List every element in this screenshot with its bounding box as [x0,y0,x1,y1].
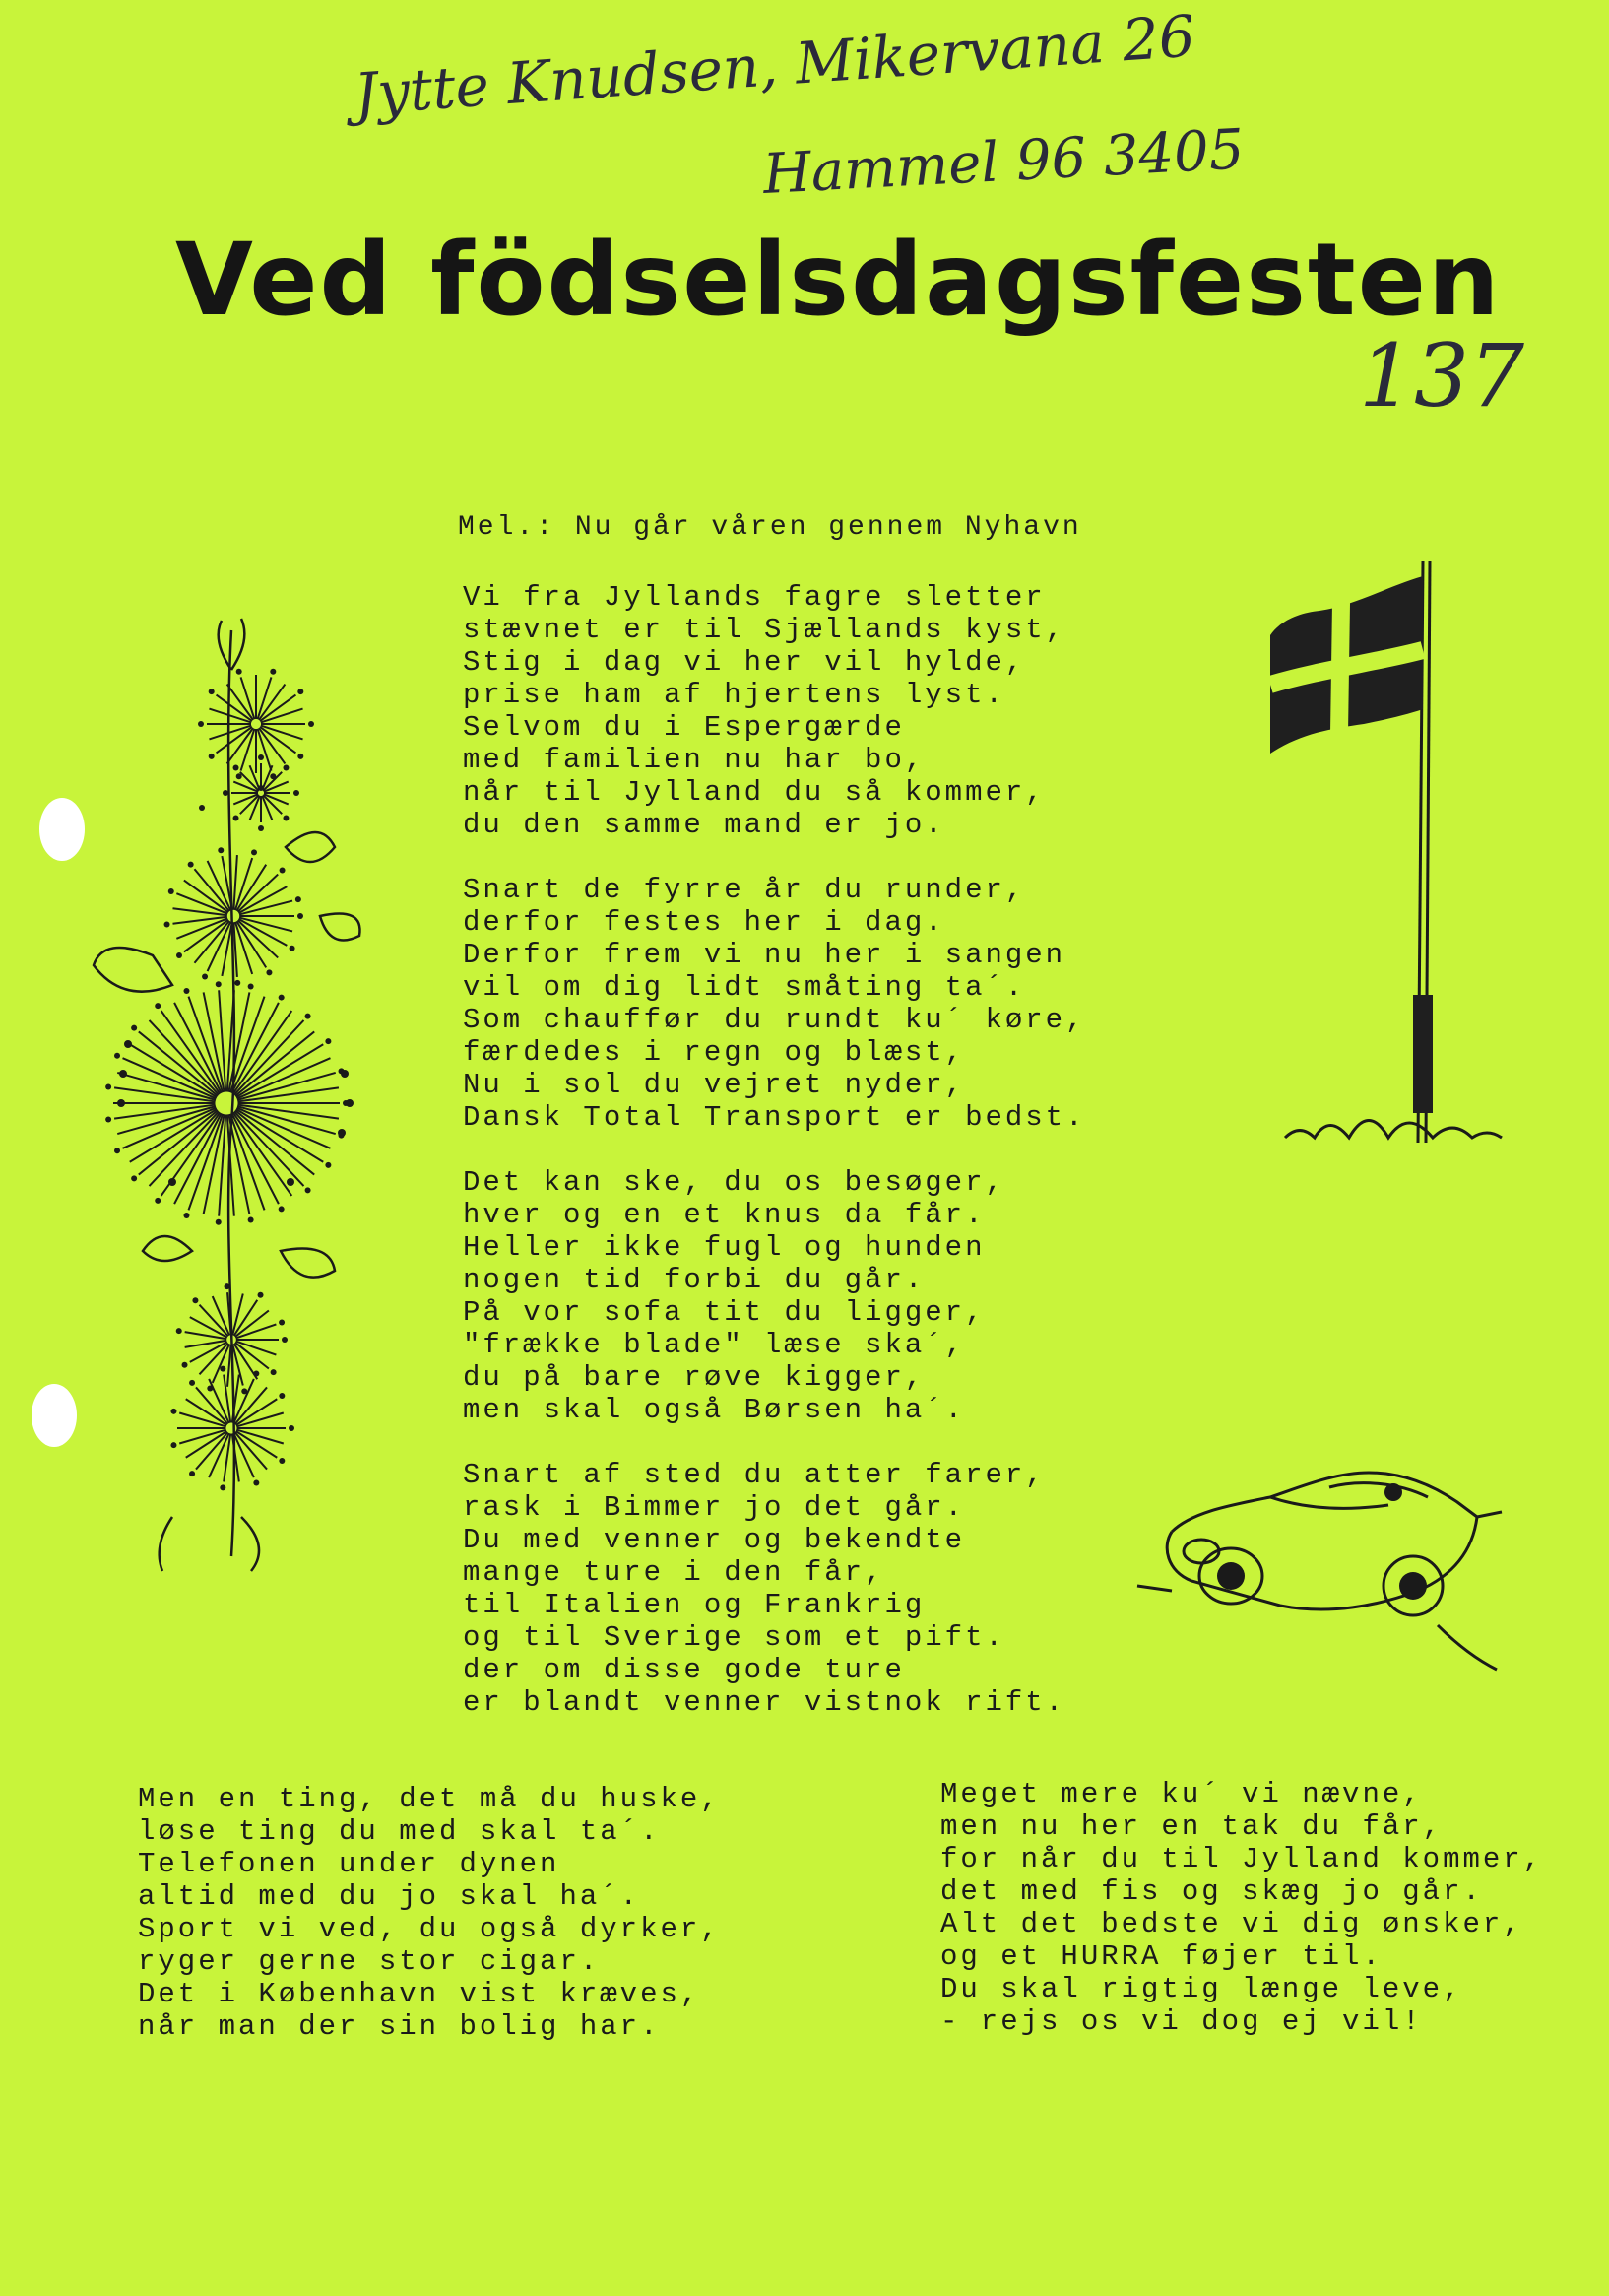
poem-line: derfor festes her i dag. [463,906,945,939]
poem-line: du på bare røve kigger, [463,1361,926,1394]
poem-line: På vor sofa tit du ligger, [463,1296,986,1329]
poem-line: Alt det bedste vi dig ønsker, [940,1908,1523,1940]
flower-icon [84,611,369,1576]
handwritten-number: 137 [1359,325,1524,426]
poem-line: altid med du jo skal ha´. [138,1880,641,1913]
punch-hole [39,798,85,861]
handwritten-town-phone: Hammel 96 3405 [761,117,1246,207]
poem-line: med familien nu har bo, [463,744,926,776]
poem-line: til Italien og Frankrig [463,1589,926,1621]
poem-line: færdedes i regn og blæst, [463,1036,966,1069]
stanza [138,1783,721,2043]
poem-line: Snart de fyrre år du runder, [463,874,1026,906]
poem-line: men nu her en tak du får, [940,1810,1444,1843]
poem-line: mange ture i den får, [463,1556,885,1589]
poem-line: Nu i sol du vejret nyder, [463,1069,966,1101]
poem-line: Telefonen under dynen [138,1848,560,1880]
poem-line: hver og en et knus da får. [463,1199,986,1231]
poem-line: Dansk Total Transport er bedst. [463,1101,1086,1134]
melody-line: Mel.: Nu går våren gennem Nyhavn [458,512,1082,543]
handwritten-name-address: Jytte Knudsen, Mikervana 26 [352,2,1197,128]
poem-line: du den samme mand er jo. [463,809,945,841]
poem-line: Du skal rigtig længe leve, [940,1973,1463,2005]
poem-line: vil om dig lidt småting ta´. [463,971,1026,1004]
punch-hole [32,1384,77,1447]
poem-line: når man der sin bolig har. [138,2010,661,2043]
stanza [940,1778,1543,2038]
stanza [463,581,1086,841]
song-title: Ved födselsdagsfesten [175,222,1502,339]
poem-bottom-right [940,1778,1543,2070]
poem-line: Stig i dag vi her vil hylde, [463,646,1026,679]
poem-line: Heller ikke fugl og hunden [463,1231,986,1264]
poem-line: Snart af sted du atter farer, [463,1459,1046,1491]
poem-line: Du med venner og bekendte [463,1524,966,1556]
poem-line: prise ham af hjertens lyst. [463,679,1005,711]
poem-line: det med fis og skæg jo går. [940,1875,1483,1908]
poem-line: Sport vi ved, du også dyrker, [138,1913,721,1945]
poem-line: og et HURRA føjer til. [940,1940,1383,1973]
poem-line: Det kan ske, du os besøger, [463,1166,1005,1199]
poem-line: Vi fra Jyllands fagre sletter [463,581,1046,614]
poem-line: der om disse gode ture [463,1654,905,1686]
poem-line: stævnet er til Sjællands kyst, [463,614,1066,646]
poem-line: ryger gerne stor cigar. [138,1945,601,1978]
poem-line: er blandt venner vistnok rift. [463,1686,1066,1719]
stanza [463,1459,1086,1719]
poem-main-column [463,581,1086,1751]
poem-line: Selvom du i Espergærde [463,711,905,744]
stanza [463,1166,1086,1426]
poem-line: Meget mere ku´ vi nævne, [940,1778,1423,1810]
poem-line: Derfor frem vi nu her i sangen [463,939,1066,971]
poem-line: og til Sverige som et pift. [463,1621,1005,1654]
poem-line: løse ting du med skal ta´. [138,1815,661,1848]
poem-line: Som chauffør du rundt ku´ køre, [463,1004,1086,1036]
poem-line: Det i København vist kræves, [138,1978,701,2010]
poem-line: rask i Bimmer jo det går. [463,1491,966,1524]
stanza [463,874,1086,1134]
poem-line: - rejs os vi dog ej vil! [940,2005,1423,2038]
poem-line: nogen tid forbi du går. [463,1264,926,1296]
flag-icon [1260,552,1516,1152]
car-icon [1132,1458,1507,1684]
poem-line: men skal også Børsen ha´. [463,1394,966,1426]
poem-line: "frække blade" læse ska´, [463,1329,966,1361]
poem-line: når til Jylland du så kommer, [463,776,1046,809]
poem-bottom-left [138,1783,721,2075]
poem-line: for når du til Jylland kommer, [940,1843,1544,1875]
poem-line: Men en ting, det må du huske, [138,1783,721,1815]
